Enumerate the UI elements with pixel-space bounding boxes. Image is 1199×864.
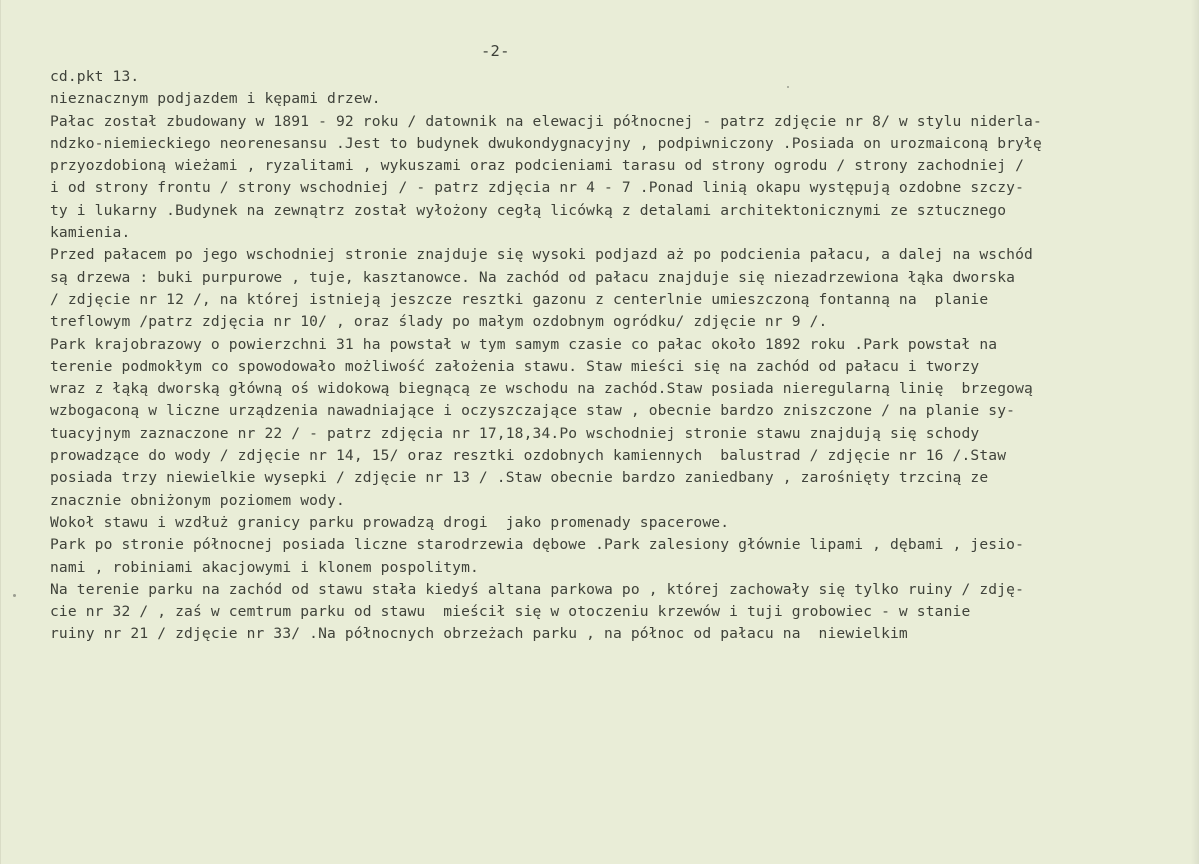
text-line: / zdjęcie nr 12 /, na której istnieją jeszcze resztki gazonu z centerlnie umieszczoną fontanną na planie xyxy=(50,290,989,308)
margin-speck xyxy=(13,594,16,597)
text-line: Na terenie parku na zachód od stawu stała kiedyś altana parkowa po , której zachowały się tylko ruiny / zdję- xyxy=(50,580,1025,598)
text-line: ndzko-niemieckiego neorenesansu .Jest to budynek dwukondygnacyjny , podpiwniczony .Posiada on urozmaiconą bryłę xyxy=(50,134,1042,152)
text-line: nami , robiniami akacjowymi i klonem pospolitym. xyxy=(50,558,479,576)
text-line: Wokoł stawu i wzdłuż granicy parku prowadzą drogi jako promenady spacerowe. xyxy=(50,513,730,531)
text-line: ruiny nr 21 / zdjęcie nr 33/ .Na północnych obrzeżach parku , na północ od pałacu na niewielkim xyxy=(50,625,908,643)
text-line: i od strony frontu / strony wschodniej / - patrz zdjęcia nr 4 - 7 .Ponad linią okapu występują ozdobne szczy- xyxy=(50,179,1025,197)
text-line: wraz z łąką dworską główną oś widokową biegnącą ze wschodu na zachód.Staw posiada nieregularną linię brzegową xyxy=(50,380,1033,398)
text-line: tuacyjnym zaznaczone nr 22 / - patrz zdjęcia nr 17,18,34.Po wschodniej stronie stawu znajdują się schody xyxy=(50,424,980,442)
page-number: -2- xyxy=(481,42,510,60)
text-line: są drzewa : buki purpurowe , tuje, kasztanowce. Na zachód od pałacu znajduje się niezadrzewiona łąka dworska xyxy=(50,268,1016,286)
text-line: znacznie obniżonym poziomem wody. xyxy=(50,491,345,509)
text-line: cie nr 32 / , zaś w cemtrum parku od stawu mieścił się w otoczeniu krzewów i tuji grobowiec - w stanie xyxy=(50,603,971,621)
text-line: nieznacznym podjazdem i kępami drzew. xyxy=(50,90,381,108)
typed-text-body xyxy=(50,66,1180,646)
margin-speck xyxy=(787,86,789,88)
text-line: Park krajobrazowy o powierzchni 31 ha powstał w tym samym czasie co pałac około 1892 roku .Park powstał na xyxy=(50,335,998,353)
text-line: Park po stronie północnej posiada liczne starodrzewia dębowe .Park zalesiony głównie lipami , dębami , jesio- xyxy=(50,536,1025,554)
text-line: posiada trzy niewielkie wysepki / zdjęcie nr 13 / .Staw obecnie bardzo zaniedbany , zarośnięty trzciną ze xyxy=(50,469,989,487)
text-line: treflowym /patrz zdjęcia nr 10/ , oraz ślady po małym ozdobnym ogródku/ zdjęcie nr 9 /. xyxy=(50,313,828,331)
text-line: ty i lukarny .Budynek na zewnątrz został wyłożony cegłą licówką z detalami architektonicznymi ze sztucznego xyxy=(50,201,1007,219)
text-line: terenie podmokłym co spowodowało możliwość założenia stawu. Staw mieści się na zachód od pałacu i tworzy xyxy=(50,357,980,375)
text-line: prowadzące do wody / zdjęcie nr 14, 15/ oraz resztki ozdobnych kamiennych balustrad / zdjęcie nr 16 /.Staw xyxy=(50,447,1007,465)
text-line: kamienia. xyxy=(50,224,131,242)
text-line: cd.pkt 13. xyxy=(50,68,140,85)
text-line: wzbogaconą w liczne urządzenia nawadniające i oczyszczające staw , obecnie bardzo zniszczone / na planie sy- xyxy=(50,402,1016,420)
text-line: Przed pałacem po jego wschodniej stronie znajduje się wysoki podjazd aż po podcienia pałacu, a dalej na wschód xyxy=(50,246,1033,264)
scan-edge-shadow xyxy=(1191,0,1199,864)
text-line: przyozdobioną wieżami , ryzalitami , wykuszami oraz podcieniami tarasu od strony ogrodu / strony zachodniej / xyxy=(50,157,1025,175)
text-line: Pałac został zbudowany w 1891 - 92 roku / datownik na elewacji północnej - patrz zdjęcie nr 8/ w stylu niderla- xyxy=(50,112,1042,130)
